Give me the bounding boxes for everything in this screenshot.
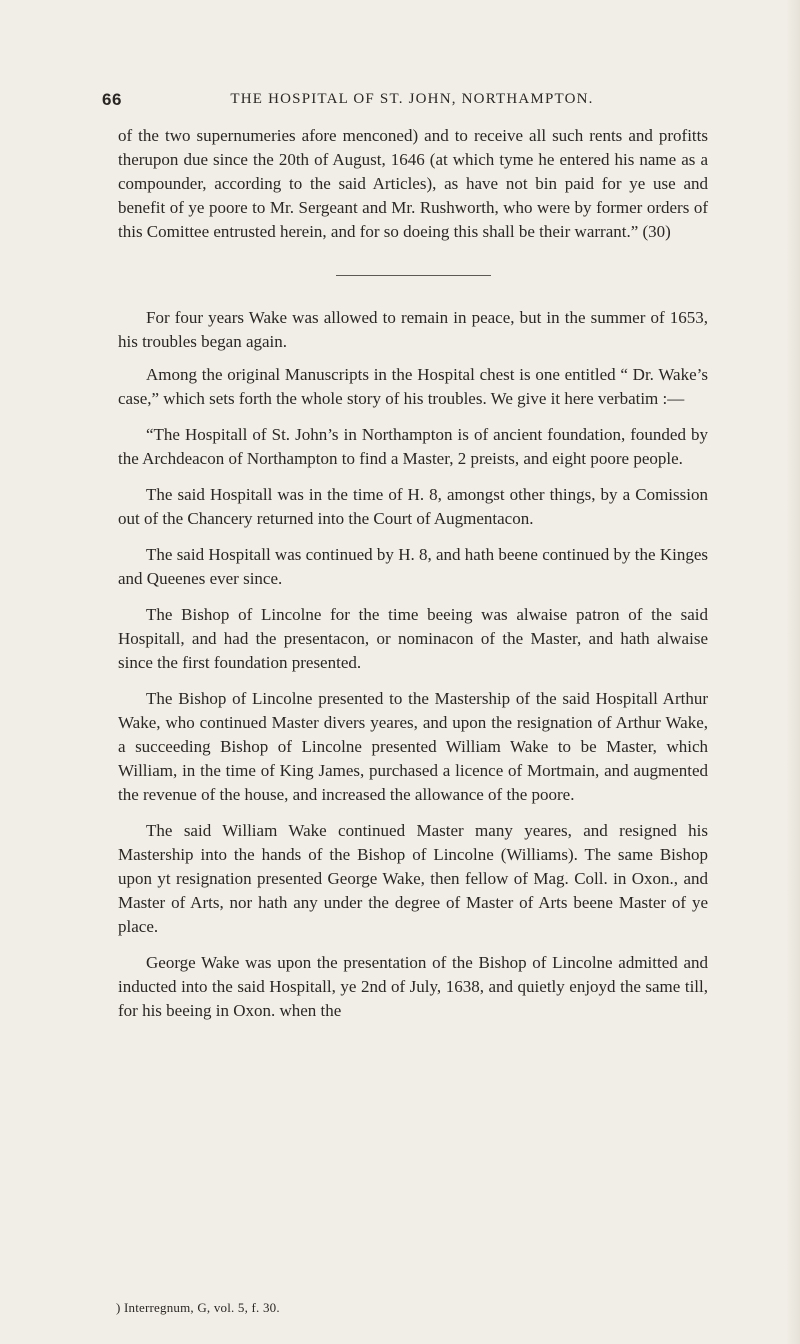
running-head: THE HOSPITAL OF ST. JOHN, NORTHAMPTON. — [230, 91, 594, 107]
quoted-paragraph: The said Hospitall was continued by H. 8, and hath beene continued by the Kinges and Queenes ever since. — [118, 545, 708, 588]
quoted-paragraph: The said Hospitall was in the time of H. 8, amongst other things, by a Comission out of the Chancery returned into the Court of Augmentacon. — [118, 485, 708, 528]
page-edge-shadow — [786, 0, 800, 1344]
quoted-paragraph: George Wake was upon the presentation of the Bishop of Lincolne admitted and inducted into the said Hospitall, ye 2nd of July, 1638, and quietly enjoyd the same till, for his beeing in Oxon. when the — [118, 953, 708, 1020]
paragraph: For four years Wake was allowed to remain in peace, but in the summer of 1653, his troubles began again. — [118, 308, 708, 351]
quoted-paragraph: “The Hospitall of St. John’s in Northampton is of ancient foundation, founded by the Archdeacon of Northampton to find a Master, 2 preists, and eight poore people. — [118, 425, 708, 468]
quoted-paragraph: The Bishop of Lincolne presented to the Mastership of the said Hospitall Arthur Wake, who continued Master divers yeares, and upon the resignation of Arthur Wake, a succeeding Bishop of Lincolne presented William Wake to be Master, which William, in the time of King James, purchased a licence of Mortmain, and augmented the revenue of the house, and increased the allowance of the poore. — [118, 689, 708, 804]
paragraph: Among the original Manuscripts in the Hospital chest is one entitled “ Dr. Wake’s case,” which sets forth the whole story of his troubles. We give it here verbatim :— — [118, 365, 708, 408]
paragraph-continuation: of the two supernumeries afore menconed) and to receive all such rents and profitts therupon due since the 20th of August, 1646 (at which tyme he entered his name as a compounder, according to the said Articles), as have not bin paid for ye use and benefit of ye poore to Mr. Sergeant and Mr. Rushworth, who were by former orders of this Comittee entrusted herein, and for so doeing this shall be their warrant.” (30) — [118, 126, 708, 241]
body-text — [118, 124, 708, 1023]
page-number: 66 — [102, 90, 122, 109]
section-divider — [336, 275, 491, 276]
quoted-paragraph: The Bishop of Lincolne for the time beeing was alwaise patron of the said Hospitall, and had the presentacon, or nominacon of the Master, and hath alwaise since the first foundation presented. — [118, 605, 708, 672]
footnote: ) Interregnum, G, vol. 5, f. 30. — [116, 1300, 280, 1315]
page-header — [102, 90, 722, 114]
quoted-paragraph: The said William Wake continued Master many yeares, and resigned his Mastership into the hands of the Bishop of Lincolne (Williams). The same Bishop upon yt resignation presented George Wake, then fellow of Mag. Coll. in Oxon., and Master of Arts, nor hath any under the degree of Master of Arts beene Master of ye place. — [118, 821, 708, 936]
